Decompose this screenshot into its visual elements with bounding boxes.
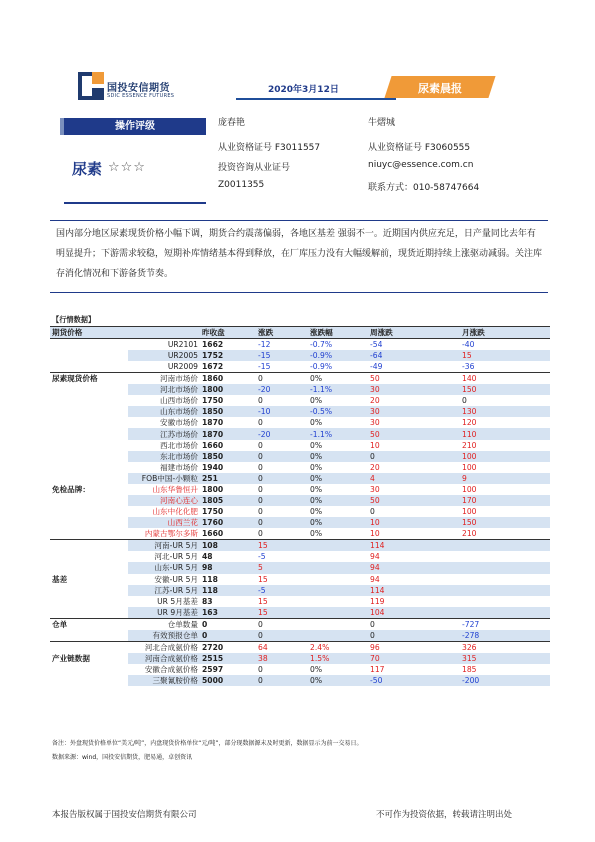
table-note: 备注：外盘现货价格单位“美元/吨”，内盘现货价格单位“元/吨”，部分现数据源未及时更新，数据显示为前一交易日。 xyxy=(52,740,363,747)
close-cell: 163 xyxy=(200,607,256,619)
author-2-name: 牛熠城 xyxy=(368,118,396,128)
weekly-change-cell: -50 xyxy=(368,675,460,686)
monthly-change-cell: 100 xyxy=(462,484,477,494)
change-cell: 0 xyxy=(258,507,263,517)
name-cell: 东北市场价 xyxy=(128,451,200,462)
monthly-change-cell xyxy=(460,607,550,619)
change-pct-cell xyxy=(308,618,368,630)
close-cell: 1660 xyxy=(202,529,224,539)
change-cell: 15 xyxy=(256,540,308,552)
table-row xyxy=(50,473,550,484)
close-cell: 83 xyxy=(202,596,213,606)
market-data-table xyxy=(50,326,550,686)
category-cell xyxy=(50,585,128,596)
header-cell: 涨跌幅 xyxy=(308,327,368,339)
summary-text: 国内部分地区尿素现货价格小幅下调，期货合约震荡偏弱，各地区基差 强弱不一。近期国内供应充足，日产量同比去年有明显提升；下游需求较稳，短期补库情绪基本得到释放，在厂库压力没有大幅缓解前，现货近期持续上涨驱动减弱。关注库存消化情况和下游备货节奏。 xyxy=(56,229,543,279)
author-2-contact: 联系方式：010-58747664 xyxy=(368,183,480,193)
monthly-change-cell: 170 xyxy=(460,495,550,506)
monthly-change-cell xyxy=(460,540,550,552)
monthly-change-cell xyxy=(460,596,550,607)
monthly-change-cell: 100 xyxy=(462,462,477,472)
change-cell: -20 xyxy=(256,384,308,395)
change-pct-cell: 0% xyxy=(310,529,323,539)
category-cell xyxy=(50,428,128,439)
weekly-change-cell: 104 xyxy=(368,607,460,619)
monthly-change-cell: 120 xyxy=(462,418,477,428)
category-cell xyxy=(50,473,128,484)
name-cell: 山东市场价 xyxy=(128,406,200,417)
author-1-name: 庞春艳 xyxy=(218,118,246,128)
table-row xyxy=(50,350,550,361)
weekly-change-cell: 4 xyxy=(368,473,460,484)
table-title: 【行情数据】 xyxy=(52,315,96,324)
change-cell: 0 xyxy=(256,473,308,484)
category-cell xyxy=(50,607,128,619)
name-cell: 内蒙古鄂尔多斯 xyxy=(144,529,198,539)
category-cell xyxy=(50,551,128,562)
weekly-change-cell: 30 xyxy=(368,384,460,395)
change-pct-cell: 0% xyxy=(308,473,368,484)
close-cell: 1800 xyxy=(202,484,224,494)
change-cell: -12 xyxy=(258,340,271,349)
close-cell: 108 xyxy=(200,540,256,552)
monthly-change-cell: 140 xyxy=(460,373,550,385)
monthly-change-cell: 0 xyxy=(462,396,467,406)
close-cell: 1662 xyxy=(202,340,224,349)
change-pct-cell xyxy=(308,630,368,642)
table-row xyxy=(50,517,550,528)
weekly-change-cell: -54 xyxy=(370,340,383,349)
monthly-change-cell: -200 xyxy=(460,675,550,686)
table-row xyxy=(50,607,550,619)
close-cell: 1860 xyxy=(200,373,256,385)
table-row xyxy=(50,641,550,653)
monthly-change-cell: 130 xyxy=(460,406,550,417)
name-cell: 河南心连心 xyxy=(128,495,200,506)
name-cell: 安徽市场价 xyxy=(160,418,198,428)
close-cell: 48 xyxy=(202,552,213,562)
change-cell: 0 xyxy=(258,484,263,494)
name-cell: 山西市场价 xyxy=(160,396,198,406)
header-cell: 月涨跌 xyxy=(460,327,550,339)
change-cell: 0 xyxy=(256,495,308,506)
table-row xyxy=(50,551,550,562)
data-source: 数据来源：wind，国投安信期货，肥易通，卓创资讯 xyxy=(52,754,193,761)
table-row xyxy=(50,361,550,373)
summary-top-border xyxy=(50,220,548,221)
category-cell xyxy=(50,440,128,451)
table-row xyxy=(50,484,550,495)
company-logo-icon xyxy=(78,72,104,100)
monthly-change-cell: 185 xyxy=(462,664,477,674)
name-cell: UR2005 xyxy=(128,350,200,361)
change-pct-cell: 1.5% xyxy=(308,653,368,664)
weekly-change-cell: -49 xyxy=(370,362,383,372)
change-pct-cell: -1.1% xyxy=(308,384,368,395)
close-cell: 118 xyxy=(200,585,256,596)
category-cell xyxy=(50,451,128,462)
close-cell: 2597 xyxy=(202,664,224,674)
table-row xyxy=(50,339,550,351)
weekly-change-cell: 94 xyxy=(368,562,460,573)
monthly-change-cell xyxy=(460,574,550,585)
rating-stars: ☆☆☆ xyxy=(108,160,146,175)
table-row xyxy=(50,506,550,517)
change-pct-cell: -0.5% xyxy=(308,406,368,417)
category-cell xyxy=(50,630,128,642)
name-cell: FOB中国-小颗粒 xyxy=(128,473,200,484)
table-row xyxy=(50,562,550,573)
close-cell: 1800 xyxy=(200,384,256,395)
weekly-change-cell: 10 xyxy=(368,517,460,528)
change-pct-cell: 0% xyxy=(308,451,368,462)
monthly-change-cell: 210 xyxy=(462,440,477,450)
change-pct-cell: -1.1% xyxy=(308,428,368,439)
category-cell xyxy=(50,417,128,428)
close-cell: 1660 xyxy=(202,440,224,450)
name-cell: 山东华鲁恒升 xyxy=(152,484,198,494)
monthly-change-cell: 9 xyxy=(460,473,550,484)
weekly-change-cell: 50 xyxy=(368,495,460,506)
name-cell: UR2009 xyxy=(167,362,198,372)
change-cell: 0 xyxy=(258,418,263,428)
table-row xyxy=(50,585,550,596)
table-row xyxy=(50,440,550,451)
monthly-change-cell: -727 xyxy=(460,618,550,630)
name-cell: 福建市场价 xyxy=(160,462,198,472)
weekly-change-cell: 0 xyxy=(368,618,460,630)
name-cell: 河北合成氨价格 xyxy=(128,641,200,653)
author-1-line3: 投资咨询从业证号 xyxy=(218,163,291,173)
monthly-change-cell: 150 xyxy=(460,384,550,395)
category-cell xyxy=(50,596,128,607)
report-date: 2020年3月12日 xyxy=(268,85,339,95)
category-cell xyxy=(50,339,128,351)
name-cell: 河南市场价 xyxy=(128,373,200,385)
table-row xyxy=(50,462,550,473)
change-pct-cell: 0% xyxy=(308,517,368,528)
monthly-change-cell: 15 xyxy=(460,350,550,361)
change-cell: -15 xyxy=(258,362,271,372)
close-cell: 98 xyxy=(200,562,256,573)
close-cell: 1672 xyxy=(202,362,224,372)
monthly-change-cell: -40 xyxy=(462,340,475,349)
weekly-change-cell: 119 xyxy=(370,596,385,606)
change-pct-cell: 0% xyxy=(310,484,323,494)
table-row xyxy=(50,373,550,385)
name-cell: 仓单数量 xyxy=(128,618,200,630)
change-cell: 0 xyxy=(258,664,263,674)
monthly-change-cell xyxy=(460,551,550,562)
author-1-cert: 从业资格证号 F3011557 xyxy=(218,143,321,153)
footer-disclaimer: 不可作为投资依据，转载请注明出处 xyxy=(376,810,513,820)
product-name: 尿素 xyxy=(72,160,103,178)
weekly-change-cell: 0 xyxy=(368,451,460,462)
change-pct-cell xyxy=(308,574,368,585)
change-cell: 0 xyxy=(258,462,263,472)
report-tag: 尿素晨报 xyxy=(418,82,462,95)
name-cell: 河北市场价 xyxy=(128,384,200,395)
author-2-cert: 从业资格证号 F3060555 xyxy=(368,143,471,153)
name-cell: UR2101 xyxy=(167,340,198,349)
close-cell: 1850 xyxy=(200,406,256,417)
table-header-row xyxy=(50,327,550,339)
close-cell: 0 xyxy=(200,618,256,630)
close-cell: 118 xyxy=(202,574,218,584)
name-cell: 安徽合成氨价格 xyxy=(144,664,198,674)
close-cell: 5000 xyxy=(200,675,256,686)
name-cell: UR 9月基差 xyxy=(128,607,200,619)
change-pct-cell: 0% xyxy=(308,675,368,686)
summary-bottom-border xyxy=(50,292,548,293)
close-cell: 1850 xyxy=(200,451,256,462)
change-cell: -5 xyxy=(256,585,308,596)
monthly-change-cell: -278 xyxy=(460,630,550,642)
table-row xyxy=(50,395,550,406)
weekly-change-cell: 0 xyxy=(370,507,375,517)
table-row xyxy=(50,630,550,642)
weekly-change-cell: 0 xyxy=(368,630,460,642)
change-pct-cell: -0.9% xyxy=(310,362,333,372)
category-cell xyxy=(50,361,128,373)
rating-label: 操作评级 xyxy=(64,118,206,135)
name-cell: 山东中化化肥 xyxy=(152,507,198,517)
change-pct-cell: 0% xyxy=(310,418,323,428)
category-cell: 免检品牌： xyxy=(52,484,90,494)
weekly-change-cell: 30 xyxy=(370,418,380,428)
footer-copyright: 本报告版权属于国投安信期货有限公司 xyxy=(52,810,197,820)
change-pct-cell xyxy=(308,551,368,562)
weekly-change-cell: 50 xyxy=(368,373,460,385)
name-cell: 西北市场价 xyxy=(160,440,198,450)
name-cell: 山东-UR 5月 xyxy=(128,562,200,573)
rating-divider xyxy=(64,202,206,204)
category-cell xyxy=(50,664,128,675)
weekly-change-cell: 30 xyxy=(370,484,380,494)
change-pct-cell xyxy=(308,596,368,607)
change-pct-cell xyxy=(308,607,368,619)
table-row xyxy=(50,596,550,607)
name-cell: 江苏市场价 xyxy=(128,428,200,439)
name-cell: 三聚氰胺价格 xyxy=(128,675,200,686)
change-cell: -5 xyxy=(258,552,266,562)
author-2-email: niuyc@essence.com.cn xyxy=(368,160,474,170)
header-cell: 周涨跌 xyxy=(368,327,460,339)
close-cell: 2720 xyxy=(200,641,256,653)
category-cell xyxy=(50,350,128,361)
category-cell: 基差 xyxy=(52,574,68,584)
category-cell: 尿素现货价格 xyxy=(50,373,128,385)
category-cell xyxy=(50,495,128,506)
header-cell xyxy=(128,327,200,339)
weekly-change-cell: 114 xyxy=(368,585,460,596)
weekly-change-cell: 10 xyxy=(370,529,380,539)
close-cell: 251 xyxy=(200,473,256,484)
monthly-change-cell: 326 xyxy=(460,641,550,653)
weekly-change-cell: 114 xyxy=(368,540,460,552)
weekly-change-cell: 96 xyxy=(368,641,460,653)
category-cell xyxy=(50,406,128,417)
monthly-change-cell: 110 xyxy=(460,428,550,439)
header-cell: 期货价格 xyxy=(50,327,128,339)
change-pct-cell xyxy=(308,540,368,552)
category-cell xyxy=(50,506,128,517)
name-cell: UR 5月基差 xyxy=(157,596,198,606)
weekly-change-cell: 30 xyxy=(368,406,460,417)
close-cell: 1750 xyxy=(202,396,224,406)
header-cell: 涨跌 xyxy=(256,327,308,339)
table-row xyxy=(50,417,550,428)
table-row xyxy=(50,540,550,552)
table-row xyxy=(50,664,550,675)
logo-english: SDIC ESSENCE FUTURES xyxy=(107,93,175,99)
monthly-change-cell: 100 xyxy=(460,451,550,462)
change-cell: 64 xyxy=(256,641,308,653)
change-pct-cell: 0% xyxy=(310,507,323,517)
change-cell: 0 xyxy=(256,675,308,686)
table-row xyxy=(50,574,550,585)
table-row xyxy=(50,618,550,630)
change-pct-cell xyxy=(308,562,368,573)
change-cell: 0 xyxy=(258,396,263,406)
name-cell: 山西兰花 xyxy=(128,517,200,528)
category-cell xyxy=(50,517,128,528)
table-row xyxy=(50,653,550,664)
name-cell: 河南-UR 5月 xyxy=(128,540,200,552)
table-row xyxy=(50,528,550,540)
monthly-change-cell: 315 xyxy=(460,653,550,664)
close-cell: 1750 xyxy=(202,507,224,517)
table-row xyxy=(50,406,550,417)
category-cell xyxy=(50,562,128,573)
change-cell: 5 xyxy=(256,562,308,573)
category-cell: 仓单 xyxy=(50,618,128,630)
change-pct-cell: 0% xyxy=(310,440,323,450)
header-cell: 昨收盘 xyxy=(200,327,256,339)
close-cell: 2515 xyxy=(200,653,256,664)
change-pct-cell: 0% xyxy=(310,664,323,674)
change-cell: 0 xyxy=(258,440,263,450)
change-cell: 0 xyxy=(256,373,308,385)
category-cell xyxy=(50,540,128,552)
weekly-change-cell: 50 xyxy=(368,428,460,439)
weekly-change-cell: 94 xyxy=(370,552,380,562)
change-pct-cell: 0% xyxy=(308,373,368,385)
category-cell xyxy=(50,384,128,395)
change-cell: 0 xyxy=(256,451,308,462)
table-row xyxy=(50,428,550,439)
close-cell: 1760 xyxy=(200,517,256,528)
change-pct-cell xyxy=(308,585,368,596)
weekly-change-cell: 20 xyxy=(370,462,380,472)
category-cell: 产业链数据 xyxy=(52,653,90,663)
close-cell: 1870 xyxy=(200,428,256,439)
change-cell: 15 xyxy=(258,574,268,584)
change-pct-cell: -0.7% xyxy=(310,340,333,349)
category-cell xyxy=(50,528,128,540)
close-cell: 1805 xyxy=(200,495,256,506)
change-cell: 0 xyxy=(256,630,308,642)
change-cell: 0 xyxy=(258,529,263,539)
name-cell: 河南合成氨价格 xyxy=(128,653,200,664)
table-row xyxy=(50,451,550,462)
change-cell: 0 xyxy=(256,618,308,630)
change-cell: -15 xyxy=(256,350,308,361)
table-row xyxy=(50,384,550,395)
category-cell xyxy=(50,395,128,406)
category-cell xyxy=(50,675,128,686)
change-cell: 15 xyxy=(256,607,308,619)
close-cell: 1752 xyxy=(200,350,256,361)
close-cell: 1940 xyxy=(202,462,224,472)
monthly-change-cell: 100 xyxy=(462,507,477,517)
change-cell: 15 xyxy=(258,596,268,606)
weekly-change-cell: -64 xyxy=(368,350,460,361)
change-pct-cell: 2.4% xyxy=(308,641,368,653)
change-cell: 38 xyxy=(256,653,308,664)
table-row xyxy=(50,675,550,686)
monthly-change-cell: -36 xyxy=(462,362,475,372)
weekly-change-cell: 10 xyxy=(370,440,380,450)
close-cell: 1870 xyxy=(202,418,224,428)
weekly-change-cell: 94 xyxy=(370,574,380,584)
category-cell xyxy=(50,462,128,473)
table-row xyxy=(50,495,550,506)
change-pct-cell: 0% xyxy=(308,495,368,506)
weekly-change-cell: 117 xyxy=(370,664,385,674)
close-cell: 0 xyxy=(200,630,256,642)
weekly-change-cell: 70 xyxy=(368,653,460,664)
monthly-change-cell xyxy=(460,585,550,596)
weekly-change-cell: 20 xyxy=(370,396,380,406)
change-pct-cell: 0% xyxy=(310,396,323,406)
logo-chinese: 国投安信期货 xyxy=(107,83,170,94)
name-cell: 安徽-UR 5月 xyxy=(154,574,198,584)
header-divider xyxy=(236,98,396,100)
name-cell: 河北-UR 5月 xyxy=(154,552,198,562)
name-cell: 有效预报仓单 xyxy=(128,630,200,642)
category-cell xyxy=(50,641,128,653)
change-pct-cell: 0% xyxy=(310,462,323,472)
monthly-change-cell: 150 xyxy=(460,517,550,528)
monthly-change-cell xyxy=(460,562,550,573)
change-cell: 0 xyxy=(256,517,308,528)
change-cell: -20 xyxy=(256,428,308,439)
change-cell: -10 xyxy=(256,406,308,417)
monthly-change-cell: 210 xyxy=(462,529,477,539)
author-1-line4: Z0011355 xyxy=(218,180,265,190)
name-cell: 江苏-UR 5月 xyxy=(128,585,200,596)
change-pct-cell: -0.9% xyxy=(308,350,368,361)
